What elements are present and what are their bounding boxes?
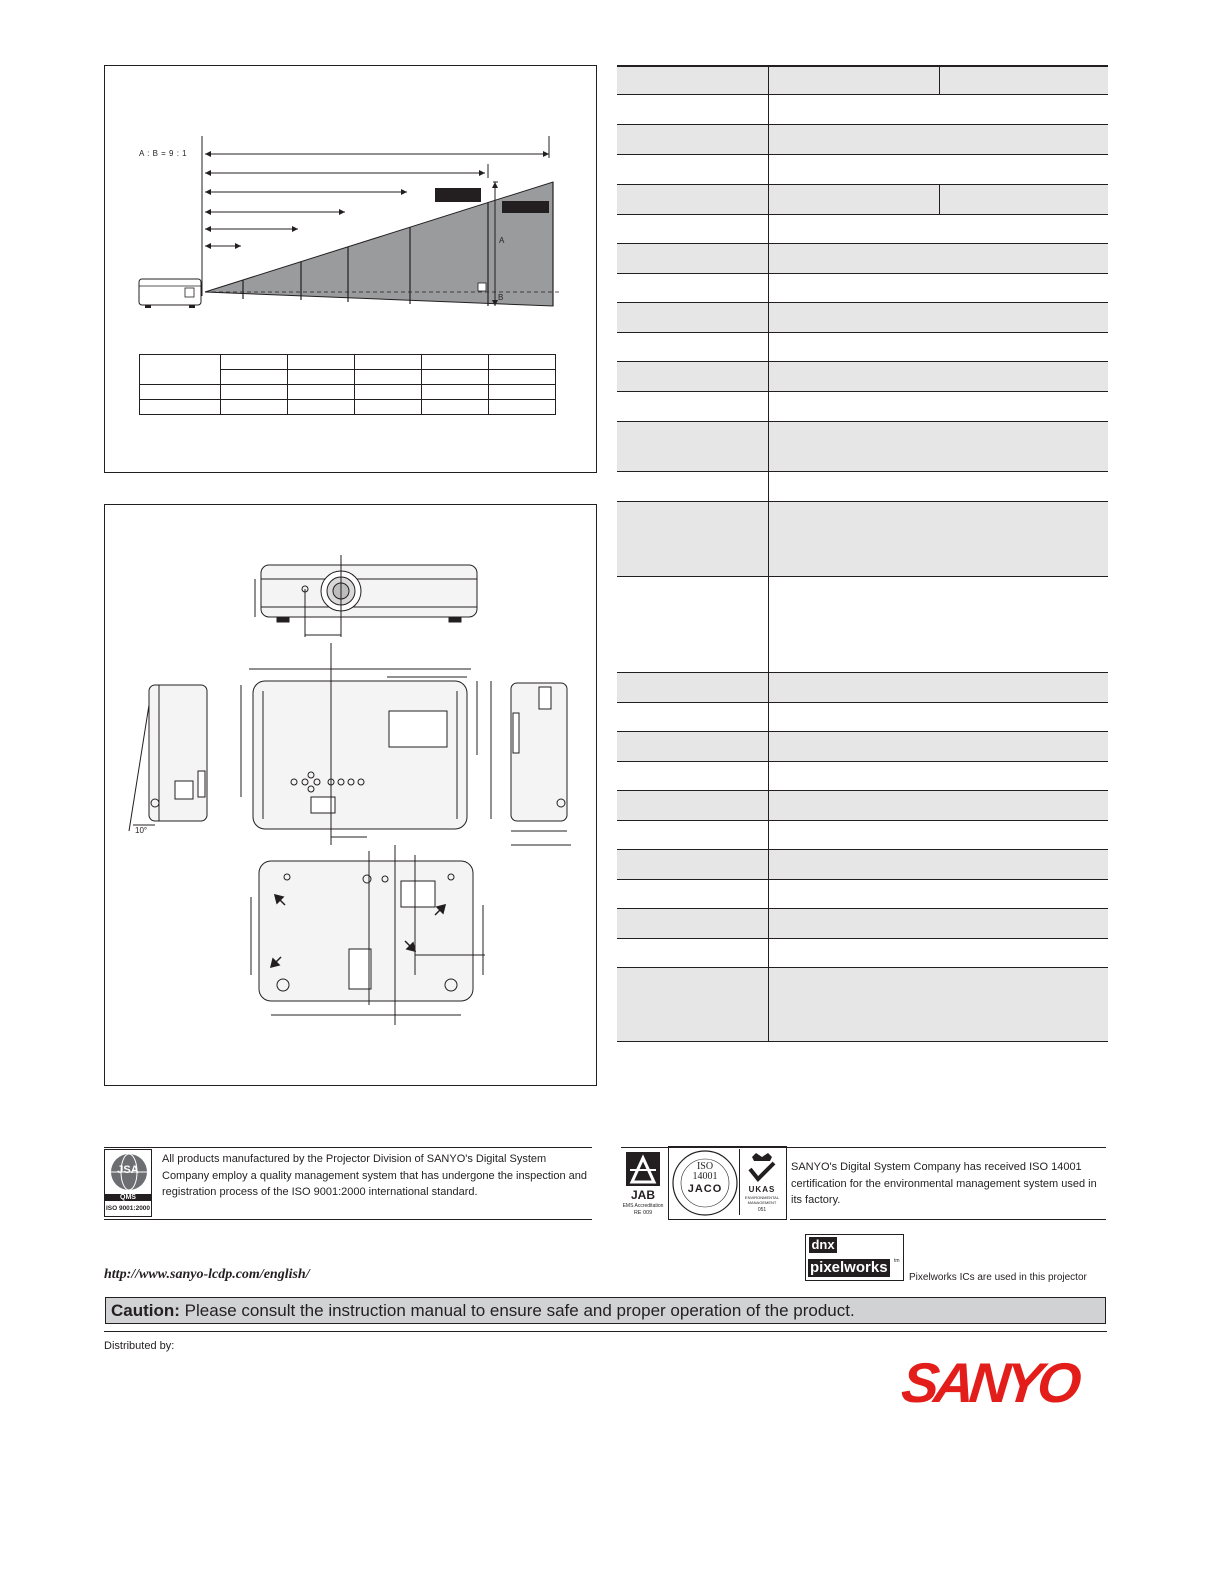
table-cell [221, 385, 288, 400]
iso9001-rule-bottom [104, 1219, 592, 1220]
table-cell [769, 791, 1108, 820]
table-cell [617, 95, 769, 124]
ukas-block [739, 1149, 784, 1215]
table-cell [288, 385, 355, 400]
table-cell [617, 392, 769, 421]
table-cell [769, 939, 1108, 967]
table-cell [617, 185, 769, 214]
throw-distance-table [139, 354, 556, 415]
table-row [617, 215, 1108, 244]
table-cell [617, 274, 769, 302]
table-cell [221, 400, 288, 415]
table-row [617, 472, 1108, 502]
table-cell [355, 355, 422, 370]
iso9001-badge: ISO 9001:2000 [105, 1205, 151, 1212]
caution-label: Caution: [111, 1301, 180, 1320]
jaco-ukas-logo [668, 1146, 787, 1220]
table-row [617, 673, 1108, 703]
table-cell [617, 333, 769, 361]
jab-code: RE 009 [633, 1210, 653, 1216]
table-cell [422, 370, 489, 385]
table-cell [617, 880, 769, 908]
table-row [617, 65, 1108, 95]
table-cell [617, 939, 769, 967]
table-cell [221, 355, 288, 370]
table-row [617, 577, 1108, 673]
table-cell [422, 355, 489, 370]
table-cell [422, 385, 489, 400]
table-row [617, 362, 1108, 392]
table-cell [769, 185, 940, 214]
table-cell [617, 791, 769, 820]
table-row [617, 703, 1108, 732]
caution-text: Please consult the instruction manual to ensure safe and proper operation of the product. [184, 1301, 855, 1320]
table-cell [617, 732, 769, 761]
table-cell [769, 274, 1108, 302]
table-row [617, 333, 1108, 362]
table-cell [769, 362, 1108, 391]
iso14001-rule-bottom [790, 1219, 1106, 1220]
tilt-angle-label: 10° [135, 826, 148, 835]
table-cell [617, 968, 769, 1041]
qms-text: QMS [105, 1194, 151, 1201]
table-cell [769, 968, 1108, 1041]
table-row [617, 303, 1108, 333]
iso14001-statement: SANYO's Digital System Company has received ISO 14001 certification for the environmental management system used in its factory. [791, 1161, 1097, 1206]
table-cell [769, 821, 1108, 849]
table-cell [140, 400, 221, 415]
table-row [617, 274, 1108, 303]
table-row [617, 125, 1108, 155]
table-cell [769, 125, 1108, 154]
jab-mark-icon [626, 1152, 660, 1186]
table-row [617, 821, 1108, 850]
table-cell [617, 422, 769, 471]
website-url[interactable]: http://www.sanyo-lcdp.com/english/ [104, 1267, 310, 1282]
table-cell [769, 244, 1108, 273]
table-cell [769, 472, 1108, 501]
table-row [617, 185, 1108, 215]
table-cell [617, 472, 769, 501]
table-cell [617, 155, 769, 184]
table-cell [140, 385, 221, 400]
table-cell [617, 244, 769, 273]
table-row [617, 762, 1108, 791]
table-row [617, 502, 1108, 577]
table-cell [221, 370, 288, 385]
table-cell [489, 355, 556, 370]
table-row [617, 939, 1108, 968]
table-cell [355, 400, 422, 415]
table-cell [617, 673, 769, 702]
jab-logo [622, 1152, 664, 1218]
table-row [617, 791, 1108, 821]
table-cell [617, 67, 769, 94]
table-cell [355, 385, 422, 400]
table-cell [769, 67, 1108, 94]
ukas-crown-check-icon [742, 1151, 782, 1185]
table-cell [355, 370, 422, 385]
table-cell [489, 385, 556, 400]
table-cell [489, 400, 556, 415]
table-cell [288, 355, 355, 370]
table-cell [617, 909, 769, 938]
table-row [617, 968, 1108, 1042]
table-cell [769, 732, 1108, 761]
table-cell [617, 703, 769, 731]
table-cell [617, 821, 769, 849]
sanyo-logo [898, 1351, 1108, 1414]
table-cell [489, 370, 556, 385]
jsa-logo [104, 1149, 152, 1217]
table-cell [769, 95, 1108, 124]
throw-ratio-label: A : B = 9 : 1 [139, 149, 188, 158]
jab-accreditation: EMS Accreditation [622, 1203, 664, 1209]
iso9001-statement: All products manufactured by the Projector Division of SANYO's Digital System Company employ a quality management system that has undergone the inspection and registration process of the ISO 9001:2000 international standard. [162, 1153, 587, 1198]
ukas-number: 051 [757, 1207, 767, 1213]
table-cell [769, 909, 1108, 938]
table-cell [140, 355, 221, 385]
pixelworks-statement: Pixelworks ICs are used in this projector [909, 1272, 1087, 1283]
table-cell [769, 577, 1108, 672]
table-row [617, 909, 1108, 939]
table-cell [288, 400, 355, 415]
dnx-text: dnx [809, 1237, 837, 1253]
table-cell [769, 215, 1108, 243]
table-row [617, 392, 1108, 422]
sanyo-brand-text: SANYO [898, 1351, 1080, 1414]
table-cell [617, 362, 769, 391]
table-cell [617, 215, 769, 243]
table-cell [769, 333, 1108, 361]
table-cell [769, 185, 1108, 214]
pixelworks-brand: pixelworks [810, 1259, 888, 1276]
iso-number: 14001 [692, 1171, 718, 1182]
iso-label: ISO [696, 1161, 714, 1172]
screen-height-marker-a: A [499, 236, 505, 245]
table-cell [617, 303, 769, 332]
throw-distance-panel [104, 65, 597, 473]
table-cell [769, 392, 1108, 421]
table-row [617, 95, 1108, 125]
table-cell [769, 422, 1108, 471]
table-cell [617, 502, 769, 576]
jab-text: JAB [630, 1188, 655, 1202]
table-cell [769, 155, 1108, 184]
table-cell [422, 400, 489, 415]
table-row [617, 880, 1108, 909]
screen-offset-marker-b: B [498, 293, 504, 302]
pixelworks-tm: tm [894, 1258, 900, 1264]
jaco-text: JACO [687, 1183, 723, 1195]
table-cell [617, 762, 769, 790]
table-cell [769, 762, 1108, 790]
ukas-sub: ENVIRONMENTAL MANAGEMENT [744, 1195, 780, 1205]
table-row [617, 732, 1108, 762]
table-cell [769, 850, 1108, 879]
table-cell [288, 370, 355, 385]
jsa-logo-text: JSA [117, 1164, 139, 1176]
table-cell [769, 703, 1108, 731]
table-cell [769, 880, 1108, 908]
table-row [617, 850, 1108, 880]
table-row [617, 422, 1108, 472]
dimensions-drawing [105, 505, 596, 1085]
distributed-by-label: Distributed by: [104, 1340, 175, 1352]
specifications-table [617, 65, 1108, 1042]
iso9001-rule-top [104, 1147, 592, 1148]
table-cell [617, 850, 769, 879]
table-cell [617, 577, 769, 672]
table-cell [769, 303, 1108, 332]
ukas-text: UKAS [748, 1185, 776, 1194]
table-cell [769, 673, 1108, 702]
table-row [617, 244, 1108, 274]
table-cell [617, 125, 769, 154]
pixelworks-logo [805, 1234, 904, 1281]
dimensions-panel [104, 504, 597, 1086]
table-cell [769, 502, 1108, 576]
caution-bar [105, 1297, 1106, 1324]
table-row [617, 155, 1108, 185]
table-cell [769, 67, 940, 94]
footer-rule [104, 1331, 1107, 1332]
